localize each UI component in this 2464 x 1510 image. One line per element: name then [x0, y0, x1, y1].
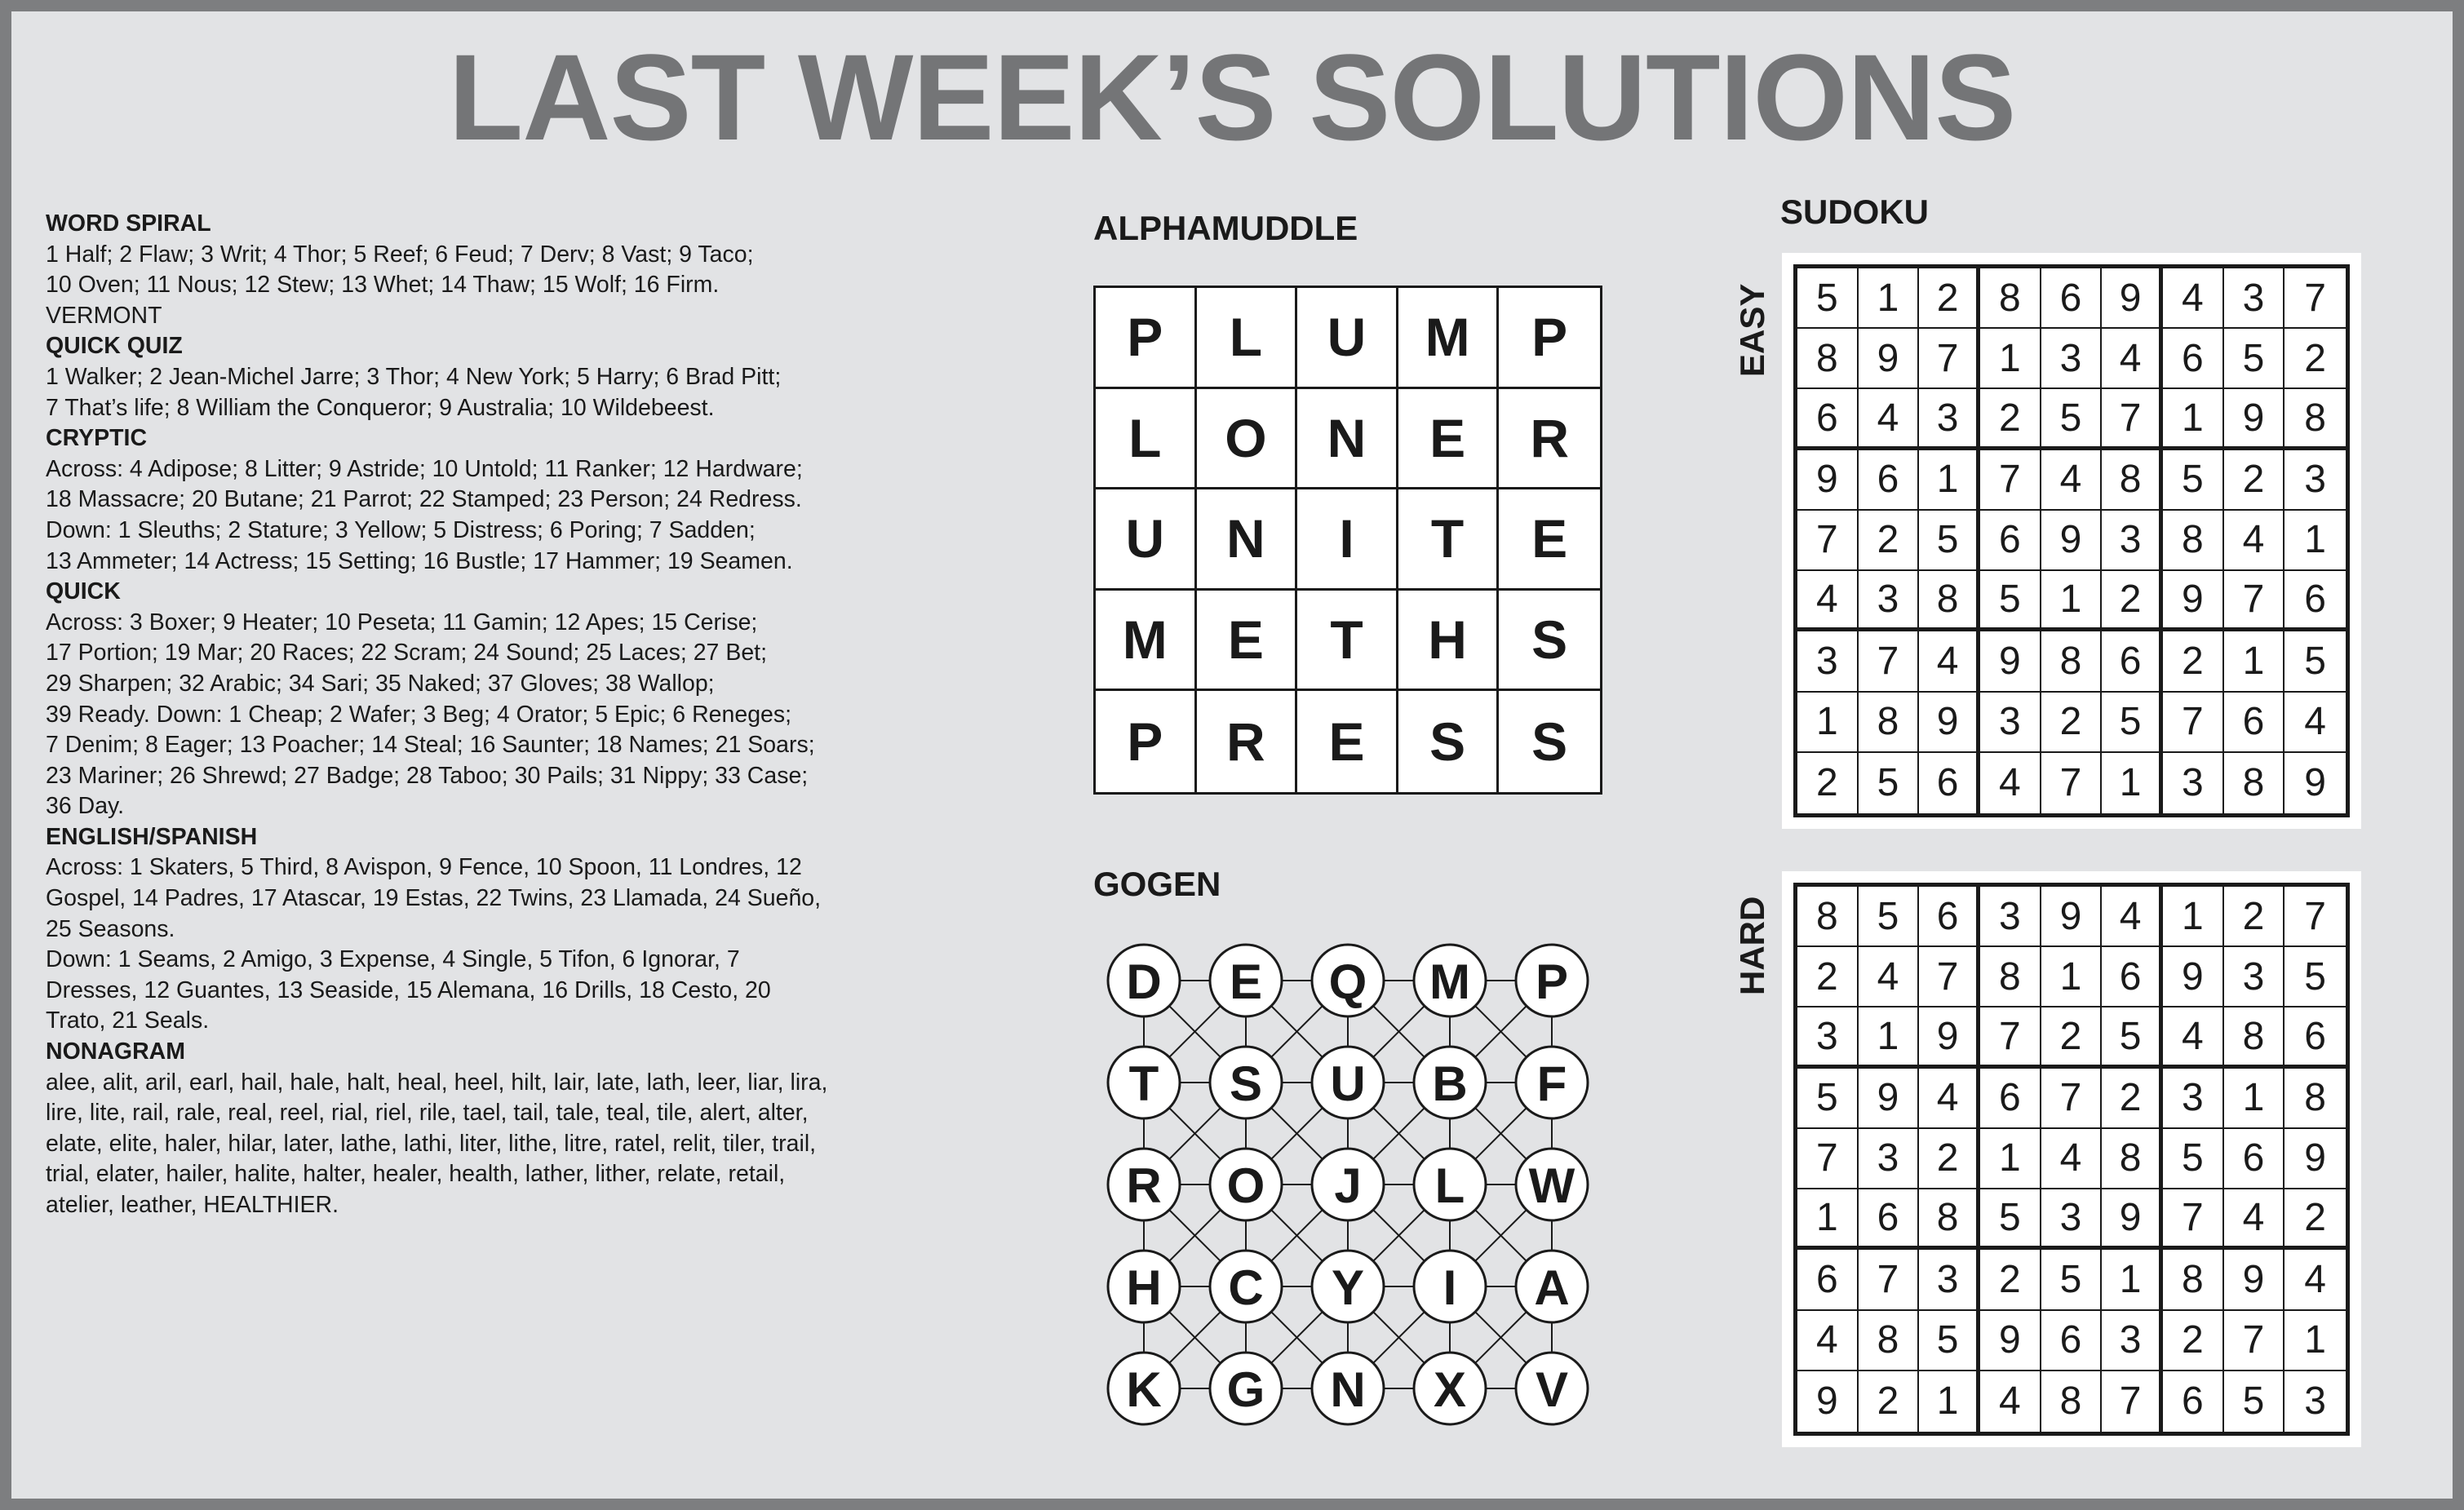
sudoku-cell: 4 — [2285, 693, 2346, 753]
gogen-letter: G — [1226, 1362, 1265, 1417]
gogen-letter: M — [1429, 954, 1470, 1009]
sudoku-cell: 6 — [1919, 887, 1980, 947]
sudoku-cell: 5 — [2285, 631, 2346, 692]
sudoku-cell: 9 — [1859, 1069, 1920, 1129]
alphamuddle-cell: H — [1398, 591, 1500, 692]
section-line: 39 Ready. Down: 1 Cheap; 2 Wafer; 3 Beg; 4 Orator; 5 Epic; 6 Reneges; — [46, 701, 792, 728]
sudoku-cell: 8 — [1797, 887, 1859, 947]
sudoku-cell: 9 — [2224, 389, 2285, 449]
alphamuddle-grid — [1093, 286, 1602, 795]
sudoku-cell: 7 — [2163, 693, 2224, 753]
sudoku-cell: 4 — [2163, 268, 2224, 329]
sudoku-cell: 2 — [2224, 450, 2285, 511]
alphamuddle-cell: R — [1197, 691, 1298, 792]
sudoku-cell: 2 — [1797, 753, 1859, 813]
sudoku-cell: 3 — [1859, 1129, 1920, 1189]
gogen-letter: T — [1128, 1056, 1159, 1111]
gogen-letter: L — [1434, 1158, 1465, 1213]
sudoku-cell: 1 — [2224, 1069, 2285, 1129]
sudoku-cell: 5 — [1919, 511, 1980, 571]
gogen-letter: D — [1126, 954, 1162, 1009]
sudoku-cell: 6 — [2163, 329, 2224, 389]
alphamuddle-cell: I — [1297, 489, 1398, 591]
sudoku-cell: 7 — [1859, 1250, 1920, 1310]
sudoku-cell: 9 — [2304, 761, 2326, 805]
sudoku-cell: 3 — [2304, 1379, 2326, 1424]
sudoku-cell: 4 — [2102, 329, 2163, 389]
section-line: Gospel, 14 Padres, 17 Atascar, 19 Estas, 22 Twins, 23 Llamada, 24 Sueño, — [46, 885, 822, 912]
sudoku-cell: 4 — [2102, 887, 2163, 947]
gogen-letter: S — [1229, 1056, 1263, 1111]
sudoku-cell: 3 — [2224, 268, 2285, 329]
alphamuddle-cell: P — [1096, 691, 1197, 792]
sudoku-cell: 5 — [2041, 1250, 2103, 1310]
sudoku-cell: 1 — [1797, 693, 1859, 753]
sudoku-cell: 8 — [2285, 1069, 2346, 1129]
gogen-letter: O — [1226, 1158, 1265, 1213]
section-heading: WORD SPIRAL — [46, 210, 211, 237]
sudoku-cell: 7 — [2285, 887, 2346, 947]
alphamuddle-heading: ALPHAMUDDLE — [1093, 209, 1358, 247]
sudoku-cell: 2 — [1980, 389, 2041, 449]
sudoku-cell: 1 — [2041, 571, 2103, 631]
gogen-letter: Y — [1331, 1260, 1365, 1315]
alphamuddle-cell: P — [1096, 288, 1197, 389]
sudoku-cell: 9 — [1797, 450, 1859, 511]
sudoku-cell: 8 — [2041, 631, 2103, 692]
sudoku-cell: 5 — [1797, 268, 1859, 329]
sudoku-cell: 7 — [2285, 268, 2346, 329]
section-line: 1 Half; 2 Flaw; 3 Writ; 4 Thor; 5 Reef; 6 Feud; 7 Derv; 8 Vast; 9 Taco; — [46, 241, 754, 268]
sudoku-cell: 3 — [2163, 1069, 2224, 1129]
section-line: Trato, 21 Seals. — [46, 1007, 210, 1034]
gogen-letter: P — [1535, 954, 1569, 1009]
sudoku-cell: 6 — [2041, 268, 2103, 329]
section-line: alee, alit, aril, earl, hail, hale, halt, heal, heel, hilt, lair, late, lath, leer, liar, lira, — [46, 1069, 828, 1096]
sudoku-cell: 2 — [2041, 1007, 2103, 1068]
sudoku-cell: 1 — [1980, 329, 2041, 389]
sudoku-cell: 9 — [1859, 329, 1920, 389]
sudoku-cell: 6 — [1980, 511, 2041, 571]
alphamuddle-cell: T — [1297, 591, 1398, 692]
sudoku-cell: 4 — [1797, 1311, 1859, 1371]
sudoku-cell: 7 — [2041, 1069, 2103, 1129]
section-heading: CRYPTIC — [46, 425, 148, 452]
section-heading: ENGLISH/SPANISH — [46, 823, 258, 850]
sudoku-cell: 7 — [1919, 329, 1980, 389]
sudoku-cell: 8 — [2285, 389, 2346, 449]
gogen-letter: R — [1126, 1158, 1162, 1213]
sudoku-cell: 5 — [2102, 1007, 2163, 1068]
sudoku-easy-label: EASY — [1733, 283, 1771, 377]
sudoku-cell: 9 — [2224, 1250, 2285, 1310]
sudoku-cell: 2 — [1859, 511, 1920, 571]
sudoku-cell: 5 — [1980, 571, 2041, 631]
sudoku-cell: 4 — [2041, 450, 2103, 511]
sudoku-cell: 1 — [2102, 753, 2163, 813]
alphamuddle-cell: M — [1398, 288, 1500, 389]
section-line: Down: 1 Sleuths; 2 Stature; 3 Yellow; 5 Distress; 6 Poring; 7 Sadden; — [46, 516, 756, 543]
section-line: Down: 1 Seams, 2 Amigo, 3 Expense, 4 Single, 5 Tifon, 6 Ignorar, 7 — [46, 946, 740, 973]
sudoku-cell: 6 — [1859, 1189, 1920, 1250]
sudoku-cell: 8 — [2102, 450, 2163, 511]
section-line: 18 Massacre; 20 Butane; 21 Parrot; 22 Stamped; 23 Person; 24 Redress. — [46, 486, 802, 513]
page-title: LAST WEEK’S SOLUTIONS — [448, 29, 2016, 166]
sudoku-cell: 9 — [2163, 571, 2224, 631]
section-line: Dresses, 12 Guantes, 13 Seaside, 15 Alemana, 16 Drills, 18 Cesto, 20 — [46, 976, 771, 1003]
gogen-letter: F — [1536, 1056, 1567, 1111]
sudoku-cell: 2 — [1980, 1250, 2041, 1310]
sudoku-cell: 3 — [2285, 450, 2346, 511]
alphamuddle-cell: S — [1398, 691, 1500, 792]
section-heading: QUICK — [46, 578, 121, 605]
sudoku-cell: 9 — [2041, 511, 2103, 571]
sudoku-cell: 2 — [2285, 329, 2346, 389]
sudoku-cell: 1 — [1919, 450, 1980, 511]
sudoku-hard-grid — [1793, 883, 2350, 1436]
sudoku-cell: 4 — [2163, 1007, 2224, 1068]
sudoku-cell: 5 — [2041, 389, 2103, 449]
sudoku-cell: 9 — [1797, 1371, 1859, 1432]
sudoku-cell: 8 — [1919, 571, 1980, 631]
sudoku-cell: 7 — [1980, 450, 2041, 511]
sudoku-cell: 9 — [1919, 1007, 1980, 1068]
sudoku-cell: 8 — [2041, 1371, 2103, 1432]
sudoku-cell: 9 — [1919, 693, 1980, 753]
section-heading: NONAGRAM — [46, 1038, 185, 1065]
section-line: Across: 4 Adipose; 8 Litter; 9 Astride; 10 Untold; 11 Ranker; 12 Hardware; — [46, 455, 803, 482]
sudoku-cell: 4 — [1919, 1069, 1980, 1129]
section-line: 23 Mariner; 26 Shrewd; 27 Badge; 28 Taboo; 30 Pails; 31 Nippy; 33 Case; — [46, 762, 809, 789]
sudoku-cell: 3 — [1980, 693, 2041, 753]
sudoku-cell: 7 — [1797, 1129, 1859, 1189]
sudoku-cell: 4 — [2041, 1129, 2103, 1189]
alphamuddle-cell: O — [1197, 389, 1298, 490]
sudoku-cell: 9 — [1980, 1311, 2041, 1371]
sudoku-cell: 4 — [1980, 753, 2041, 813]
sudoku-cell: 5 — [1859, 753, 1920, 813]
sudoku-cell: 2 — [2102, 571, 2163, 631]
gogen-heading: GOGEN — [1093, 865, 1221, 903]
sudoku-cell: 8 — [2224, 1007, 2285, 1068]
sudoku-cell: 2 — [2285, 1189, 2346, 1250]
alphamuddle-cell: L — [1096, 389, 1197, 490]
sudoku-cell: 9 — [2102, 268, 2163, 329]
sudoku-cell: 5 — [2224, 329, 2285, 389]
gogen-letter: U — [1330, 1056, 1366, 1111]
sudoku-cell: 8 — [1980, 268, 2041, 329]
section-line: 1 Walker; 2 Jean-Michel Jarre; 3 Thor; 4 New York; 5 Harry; 6 Brad Pitt; — [46, 363, 782, 390]
alphamuddle-cell: T — [1398, 489, 1500, 591]
sudoku-cell: 3 — [1980, 887, 2041, 947]
gogen-letter: E — [1229, 954, 1263, 1009]
sudoku-cell: 6 — [1859, 450, 1920, 511]
sudoku-cell: 9 — [2041, 887, 2103, 947]
sudoku-cell: 3 — [2224, 947, 2285, 1007]
sudoku-cell: 1 — [2102, 1250, 2163, 1310]
sudoku-cell: 4 — [2285, 1250, 2346, 1310]
sudoku-cell: 6 — [2102, 631, 2163, 692]
sudoku-cell: 8 — [2163, 1250, 2224, 1310]
gogen-letter: K — [1126, 1362, 1162, 1417]
sudoku-cell: 9 — [2102, 1189, 2163, 1250]
sudoku-cell: 6 — [1797, 389, 1859, 449]
sudoku-cell: 1 — [2163, 389, 2224, 449]
sudoku-cell: 4 — [1859, 947, 1920, 1007]
sudoku-cell: 6 — [2102, 947, 2163, 1007]
sudoku-cell: 8 — [1919, 1189, 1980, 1250]
sudoku-cell: 3 — [1797, 1007, 1859, 1068]
alphamuddle-cell: N — [1197, 489, 1298, 591]
section-line: Across: 1 Skaters, 5 Third, 8 Avispon, 9 Fence, 10 Spoon, 11 Londres, 12 — [46, 854, 802, 881]
gogen-letter: V — [1535, 1362, 1569, 1417]
section-line: 7 That’s life; 8 William the Conqueror; 9 Australia; 10 Wildebeest. — [46, 394, 715, 421]
sudoku-cell: 1 — [1919, 1371, 1980, 1432]
section-line: Across: 3 Boxer; 9 Heater; 10 Peseta; 11 Gamin; 12 Apes; 15 Cerise; — [46, 609, 758, 635]
alphamuddle-cell: U — [1096, 489, 1197, 591]
sudoku-cell: 1 — [2041, 947, 2103, 1007]
section-line: 17 Portion; 19 Mar; 20 Races; 22 Scram; 24 Sound; 25 Laces; 27 Bet; — [46, 640, 768, 666]
sudoku-cell: 1 — [2285, 1311, 2346, 1371]
sudoku-cell: 7 — [1859, 631, 1920, 692]
gogen-grid — [1093, 930, 1602, 1452]
gogen-letter: B — [1432, 1056, 1468, 1111]
alphamuddle-cell: P — [1499, 288, 1600, 389]
alphamuddle-cell: R — [1499, 389, 1600, 490]
section-line: atelier, leather, HEALTHIER. — [46, 1192, 339, 1218]
sudoku-cell: 2 — [1797, 947, 1859, 1007]
sudoku-easy — [1782, 253, 2361, 829]
sudoku-cell: 3 — [1919, 389, 1980, 449]
alphamuddle-cell: E — [1197, 591, 1298, 692]
sudoku-cell: 2 — [1919, 268, 1980, 329]
sudoku-cell: 2 — [1859, 1371, 1920, 1432]
sudoku-cell: 4 — [1859, 389, 1920, 449]
sudoku-cell: 1 — [1859, 268, 1920, 329]
sudoku-cell: 6 — [2285, 1007, 2346, 1068]
sudoku-cell: 8 — [1859, 693, 1920, 753]
sudoku-cell: 5 — [2163, 450, 2224, 511]
section-line: elate, elite, haler, hilar, later, lathe, lathi, liter, lithe, litre, ratel, relit, tiler, trail, — [46, 1130, 817, 1157]
sudoku-cell: 5 — [1980, 1189, 2041, 1250]
section-line: 10 Oven; 11 Nous; 12 Stew; 13 Whet; 14 Thaw; 15 Wolf; 16 Firm. — [46, 272, 720, 299]
alphamuddle-cell: M — [1096, 591, 1197, 692]
sudoku-cell: 9 — [2163, 947, 2224, 1007]
sudoku-cell: 8 — [1859, 1311, 1920, 1371]
sudoku-cell: 7 — [2224, 1311, 2285, 1371]
sudoku-cell: 7 — [2224, 571, 2285, 631]
sudoku-cell: 5 — [2102, 693, 2163, 753]
sudoku-cell: 1 — [2285, 511, 2346, 571]
sudoku-cell: 7 — [1980, 1007, 2041, 1068]
solutions-text-column — [46, 209, 992, 1221]
sudoku-cell: 1 — [1859, 1007, 1920, 1068]
gogen-letter: H — [1126, 1260, 1162, 1315]
sudoku-cell: 8 — [1980, 947, 2041, 1007]
sudoku-hard-label: HARD — [1733, 896, 1771, 995]
alphamuddle-cell: E — [1297, 691, 1398, 792]
sudoku-cell: 4 — [1980, 1371, 2041, 1432]
sudoku-cell: 1 — [1980, 1129, 2041, 1189]
section-line: trial, elater, hailer, halite, halter, healer, health, lather, lither, relate, retail, — [46, 1161, 786, 1188]
alphamuddle-cell: E — [1398, 389, 1500, 490]
sudoku-cell: 7 — [1797, 511, 1859, 571]
sudoku-cell: 5 — [1859, 887, 1920, 947]
section-line: 29 Sharpen; 32 Arabic; 34 Sari; 35 Naked; 37 Gloves; 38 Wallop; — [46, 670, 715, 697]
alphamuddle-cell: S — [1499, 591, 1600, 692]
section-line: 13 Ammeter; 14 Actress; 15 Setting; 16 Bustle; 17 Hammer; 19 Seamen. — [46, 547, 793, 574]
gogen-letter: Q — [1328, 954, 1367, 1009]
sudoku-cell: 6 — [1919, 753, 1980, 813]
alphamuddle-cell: N — [1297, 389, 1398, 490]
sudoku-cell: 8 — [2163, 511, 2224, 571]
section-line: 7 Denim; 8 Eager; 13 Poacher; 14 Steal; 16 Saunter; 18 Names; 21 Soars; — [46, 732, 815, 759]
sudoku-cell: 2 — [2224, 887, 2285, 947]
section-line: 36 Day. — [46, 793, 125, 820]
sudoku-cell: 4 — [2224, 1189, 2285, 1250]
alphamuddle-cell: E — [1499, 489, 1600, 591]
sudoku-cell: 5 — [1919, 1311, 1980, 1371]
sudoku-cell: 3 — [2041, 329, 2103, 389]
sudoku-cell: 6 — [2224, 1129, 2285, 1189]
gogen-letter: A — [1534, 1260, 1570, 1315]
sudoku-cell: 8 — [1797, 329, 1859, 389]
sudoku-cell: 9 — [1980, 631, 2041, 692]
sudoku-hard — [1782, 871, 2361, 1447]
sudoku-cell: 2 — [2102, 1069, 2163, 1129]
sudoku-cell: 8 — [2102, 1129, 2163, 1189]
sudoku-cell: 5 — [2224, 1371, 2285, 1432]
sudoku-heading: SUDOKU — [1780, 193, 1930, 231]
gogen-letter: C — [1228, 1260, 1264, 1315]
sudoku-cell: 7 — [2163, 1189, 2224, 1250]
alphamuddle-cell: L — [1197, 288, 1298, 389]
sudoku-easy-grid — [1793, 264, 2350, 817]
sudoku-cell: 3 — [1859, 571, 1920, 631]
sudoku-cell: 7 — [2041, 753, 2103, 813]
sudoku-cell: 5 — [2285, 947, 2346, 1007]
gogen-letter: I — [1443, 1260, 1457, 1315]
sudoku-cell: 3 — [1919, 1250, 1980, 1310]
alphamuddle-cell: S — [1531, 711, 1568, 773]
section-line: 25 Seasons. — [46, 915, 175, 942]
sudoku-cell: 6 — [2224, 693, 2285, 753]
sudoku-cell: 1 — [2224, 631, 2285, 692]
sudoku-cell: 6 — [1797, 1250, 1859, 1310]
sudoku-cell: 9 — [2285, 1129, 2346, 1189]
sudoku-cell: 2 — [2163, 631, 2224, 692]
sudoku-cell: 3 — [2041, 1189, 2103, 1250]
alphamuddle-cell: U — [1297, 288, 1398, 389]
sudoku-cell: 8 — [2224, 753, 2285, 813]
gogen-letter: J — [1334, 1158, 1362, 1213]
sudoku-cell: 5 — [2163, 1129, 2224, 1189]
sudoku-cell: 1 — [1797, 1189, 1859, 1250]
sudoku-cell: 7 — [2102, 389, 2163, 449]
sudoku-cell: 7 — [1919, 947, 1980, 1007]
sudoku-cell: 3 — [1797, 631, 1859, 692]
section-line: lire, lite, rail, rale, real, reel, rial, riel, rile, tael, tail, tale, teal, tile, alert, alter, — [46, 1100, 809, 1127]
sudoku-cell: 2 — [1919, 1129, 1980, 1189]
sudoku-cell: 6 — [2163, 1371, 2224, 1432]
gogen-letter: X — [1433, 1362, 1467, 1417]
sudoku-cell: 4 — [2224, 511, 2285, 571]
sudoku-cell: 5 — [1797, 1069, 1859, 1129]
sudoku-cell: 6 — [2285, 571, 2346, 631]
sudoku-cell: 6 — [1980, 1069, 2041, 1129]
sudoku-cell: 2 — [2041, 693, 2103, 753]
sudoku-cell: 6 — [2041, 1311, 2103, 1371]
sudoku-cell: 4 — [1797, 571, 1859, 631]
sudoku-cell: 3 — [2102, 1311, 2163, 1371]
sudoku-cell: 2 — [2163, 1311, 2224, 1371]
gogen-letter: N — [1330, 1362, 1366, 1417]
sudoku-cell: 1 — [2163, 887, 2224, 947]
sudoku-cell: 3 — [2102, 511, 2163, 571]
sudoku-cell: 7 — [2102, 1371, 2163, 1432]
gogen-letter: W — [1528, 1158, 1575, 1213]
section-line: VERMONT — [46, 302, 162, 329]
sudoku-cell: 3 — [2163, 753, 2224, 813]
section-heading: QUICK QUIZ — [46, 333, 183, 360]
sudoku-cell: 4 — [1919, 631, 1980, 692]
